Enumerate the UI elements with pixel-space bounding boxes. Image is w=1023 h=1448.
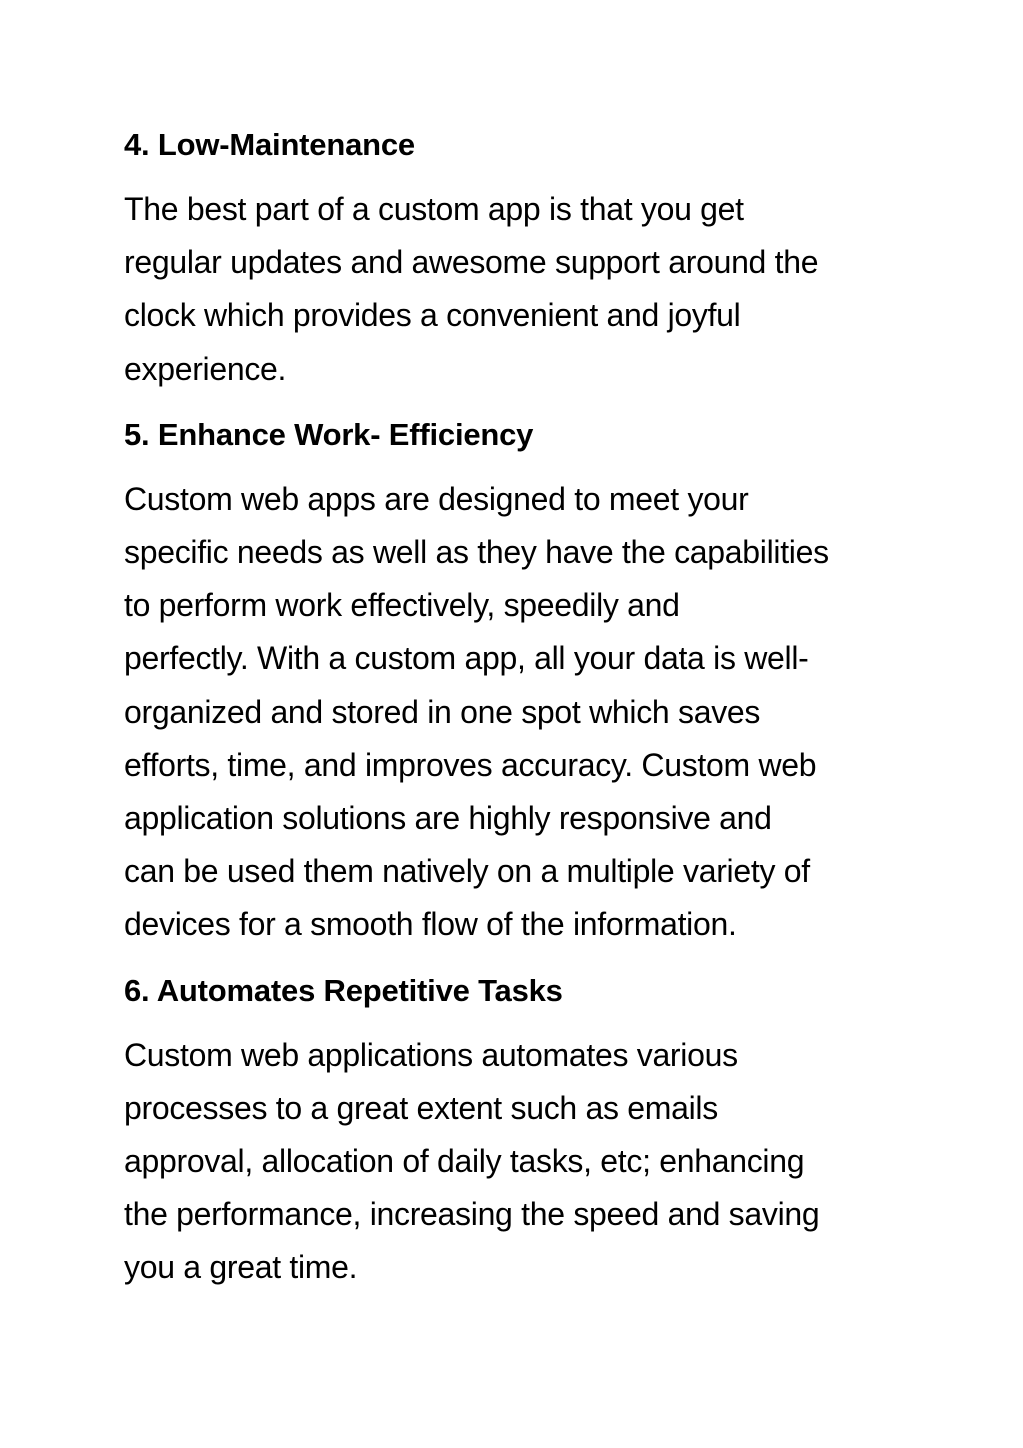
paragraph-line: you a great time. xyxy=(124,1249,358,1286)
paragraph-line: approval, allocation of daily tasks, etc; enhancing xyxy=(124,1143,805,1180)
paragraph-line: application solutions are highly responsive and xyxy=(124,800,772,837)
paragraph-line: regular updates and awesome support around the xyxy=(124,244,819,281)
section-paragraph xyxy=(124,1029,914,1295)
paragraph-line: experience. xyxy=(124,350,287,387)
paragraph-line: efforts, time, and improves accuracy. Custom web xyxy=(124,746,817,783)
section-heading: 4. Low-Maintenance xyxy=(124,127,415,162)
paragraph-line: Custom web apps are designed to meet your xyxy=(124,480,749,517)
paragraph-line: Custom web applications automates various xyxy=(124,1036,738,1073)
section-automates-repetitive-tasks xyxy=(124,964,914,1295)
section-paragraph xyxy=(124,473,914,952)
paragraph-line: devices for a smooth flow of the information. xyxy=(124,906,737,943)
document-page xyxy=(124,118,914,1307)
paragraph-line: can be used them natively on a multiple variety of xyxy=(124,853,810,890)
paragraph-line: to perform work effectively, speedily and xyxy=(124,587,680,624)
paragraph-line: organized and stored in one spot which saves xyxy=(124,693,761,730)
section-enhance-work-efficiency xyxy=(124,408,914,952)
section-paragraph xyxy=(124,183,914,396)
paragraph-line: the performance, increasing the speed and saving xyxy=(124,1196,820,1233)
paragraph-line: specific needs as well as they have the capabilities xyxy=(124,534,829,571)
paragraph-line: perfectly. With a custom app, all your data is well- xyxy=(124,640,809,677)
section-low-maintenance xyxy=(124,118,914,396)
paragraph-line: processes to a great extent such as emails xyxy=(124,1089,718,1126)
section-heading: 6. Automates Repetitive Tasks xyxy=(124,972,563,1008)
section-heading: 5. Enhance Work- Efficiency xyxy=(124,416,534,452)
paragraph-line: The best part of a custom app is that you get xyxy=(124,191,744,227)
paragraph-line: clock which provides a convenient and joyful xyxy=(124,297,741,334)
